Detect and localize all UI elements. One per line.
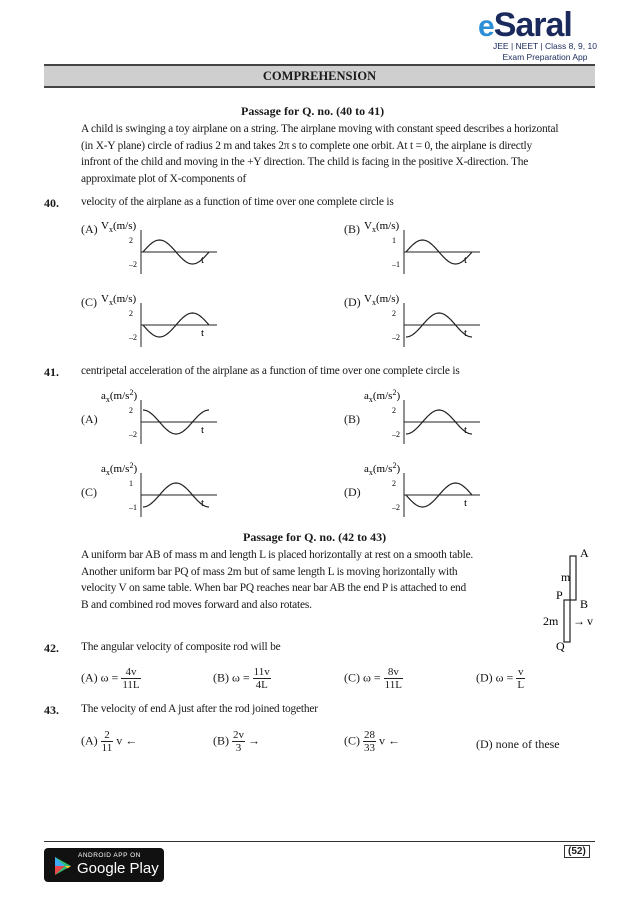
q41-graph-c <box>101 461 301 521</box>
t-label: t <box>464 254 468 266</box>
tick-bottom: –1 <box>129 503 137 512</box>
rod-ab <box>570 556 576 600</box>
q41-graph-b <box>364 388 564 448</box>
t-label: t <box>201 327 205 339</box>
t-label: t <box>201 254 205 266</box>
google-play-badge[interactable]: ANDROID APP ON Google Play <box>44 848 164 882</box>
tick-top: 1 <box>129 479 133 488</box>
passage2-text: A uniform bar AB of mass m and length L is placed horizontally at rest on a smooth table. Another uniform bar PQ of mass 2m but of same length L is moving horizontally with velocity V on same table. When bar PQ reaches near bar AB the end P is attached to end B and combined rod moves forward and also rotates. <box>81 549 474 611</box>
footer-divider <box>44 841 595 842</box>
page-number: (52) <box>564 845 590 858</box>
q43-option-a[interactable]: (A) $\frac{2}{11}$ v ← <box>81 729 138 754</box>
tick-bottom: –2 <box>392 503 400 512</box>
label-b: B <box>580 597 589 611</box>
logo-tagline: JEE | NEET | Class 8, 9, 10 Exam Preparation App <box>493 41 597 62</box>
label-2m: 2m <box>543 614 559 628</box>
y-axis-label: $V_x(m/s)$ <box>364 293 400 307</box>
tick-bottom: –2 <box>392 430 400 439</box>
y-axis-label: $a_x(m/s^2)$ <box>364 461 401 477</box>
tick-top: 2 <box>129 406 133 415</box>
label-p: P <box>556 588 563 602</box>
q43-option-b[interactable]: (B) $\frac{2v}{3}$ → <box>213 729 260 754</box>
q41-graph-d <box>364 461 564 521</box>
q40-number: 40. <box>44 196 59 210</box>
q43-text: The velocity of end A just after the rod joined together <box>81 703 318 715</box>
q43-number: 43. <box>44 703 59 717</box>
tick-top: 2 <box>129 236 133 245</box>
y-axis-label: $V_x(m/s)$ <box>101 220 137 234</box>
rod-figure <box>530 540 610 655</box>
passage1-text: A child is swinging a toy airplane on a string. The airplane moving with constant speed describes a horizontal (in X-Y plane) circle of radius 2 m and takes 2π s to complete one orbit. At t = 0, the airplane is directly infront of the child and moving in the +Y direction. The child is facing in the positive X-direction. The approximate plot of X-components of <box>81 123 559 185</box>
label-m: m <box>561 570 571 584</box>
q43-option-c[interactable]: (C) $\frac{28}{33}$ v ← <box>344 729 400 754</box>
passage1-heading: Passage for Q. no. (40 to 41) <box>241 104 385 118</box>
q42-option-c[interactable]: (C) ω = $\frac{8v}{11L}$ <box>344 666 402 691</box>
q40-graph-d <box>364 291 564 351</box>
q43-option-d[interactable]: (D) none of these <box>476 737 560 751</box>
q40-graph-a <box>101 218 301 278</box>
q40-graph-b <box>364 218 564 278</box>
y-axis-label: $a_x(m/s^2)$ <box>101 388 138 404</box>
t-label: t <box>201 497 205 509</box>
label-a: A <box>580 546 589 560</box>
tick-top: 2 <box>392 406 396 415</box>
tick-bottom: –2 <box>129 333 137 342</box>
q41-text: centripetal acceleration of the airplane as a function of time over one complete circle is <box>81 365 460 377</box>
q40-text: velocity of the airplane as a function of time over one complete circle is <box>81 196 394 208</box>
tick-top: 1 <box>392 236 396 245</box>
rod-pq <box>564 600 570 642</box>
label-q: Q <box>556 639 565 653</box>
t-label: t <box>464 424 468 436</box>
tick-bottom: –2 <box>129 430 137 439</box>
t-label: t <box>464 497 468 509</box>
t-label: t <box>464 327 468 339</box>
tick-bottom: –2 <box>392 333 400 342</box>
passage2-heading: Passage for Q. no. (42 to 43) <box>243 530 387 544</box>
section-banner: COMPREHENSION <box>44 64 595 88</box>
velocity-arrow: → <box>573 614 585 628</box>
y-axis-label: $V_x(m/s)$ <box>101 293 137 307</box>
q42-text: The angular velocity of composite rod will be <box>81 641 281 653</box>
q42-option-b[interactable]: (B) ω = $\frac{11v}{4L}$ <box>213 666 270 691</box>
y-axis-label: $a_x(m/s^2)$ <box>364 388 401 404</box>
tick-top: 2 <box>129 309 133 318</box>
q41-graph-a <box>101 388 301 448</box>
y-axis-label: $a_x(m/s^2)$ <box>101 461 138 477</box>
esaral-logo: eSaral <box>478 6 572 44</box>
label-v: v <box>587 614 593 628</box>
tick-top: 2 <box>392 309 396 318</box>
tick-bottom: –2 <box>129 260 137 269</box>
q40-graph-c <box>101 291 301 351</box>
q41-number: 41. <box>44 365 59 379</box>
play-store-icon <box>53 856 73 876</box>
q42-number: 42. <box>44 641 59 655</box>
t-label: t <box>201 424 205 436</box>
q42-option-d[interactable]: (D) ω = $\frac{v}{L}$ <box>476 666 525 691</box>
tick-top: 2 <box>392 479 396 488</box>
q42-option-a[interactable]: (A) ω = $\frac{4v}{11L}$ <box>81 666 140 691</box>
y-axis-label: $V_x(m/s)$ <box>364 220 400 234</box>
tick-bottom: –1 <box>392 260 400 269</box>
